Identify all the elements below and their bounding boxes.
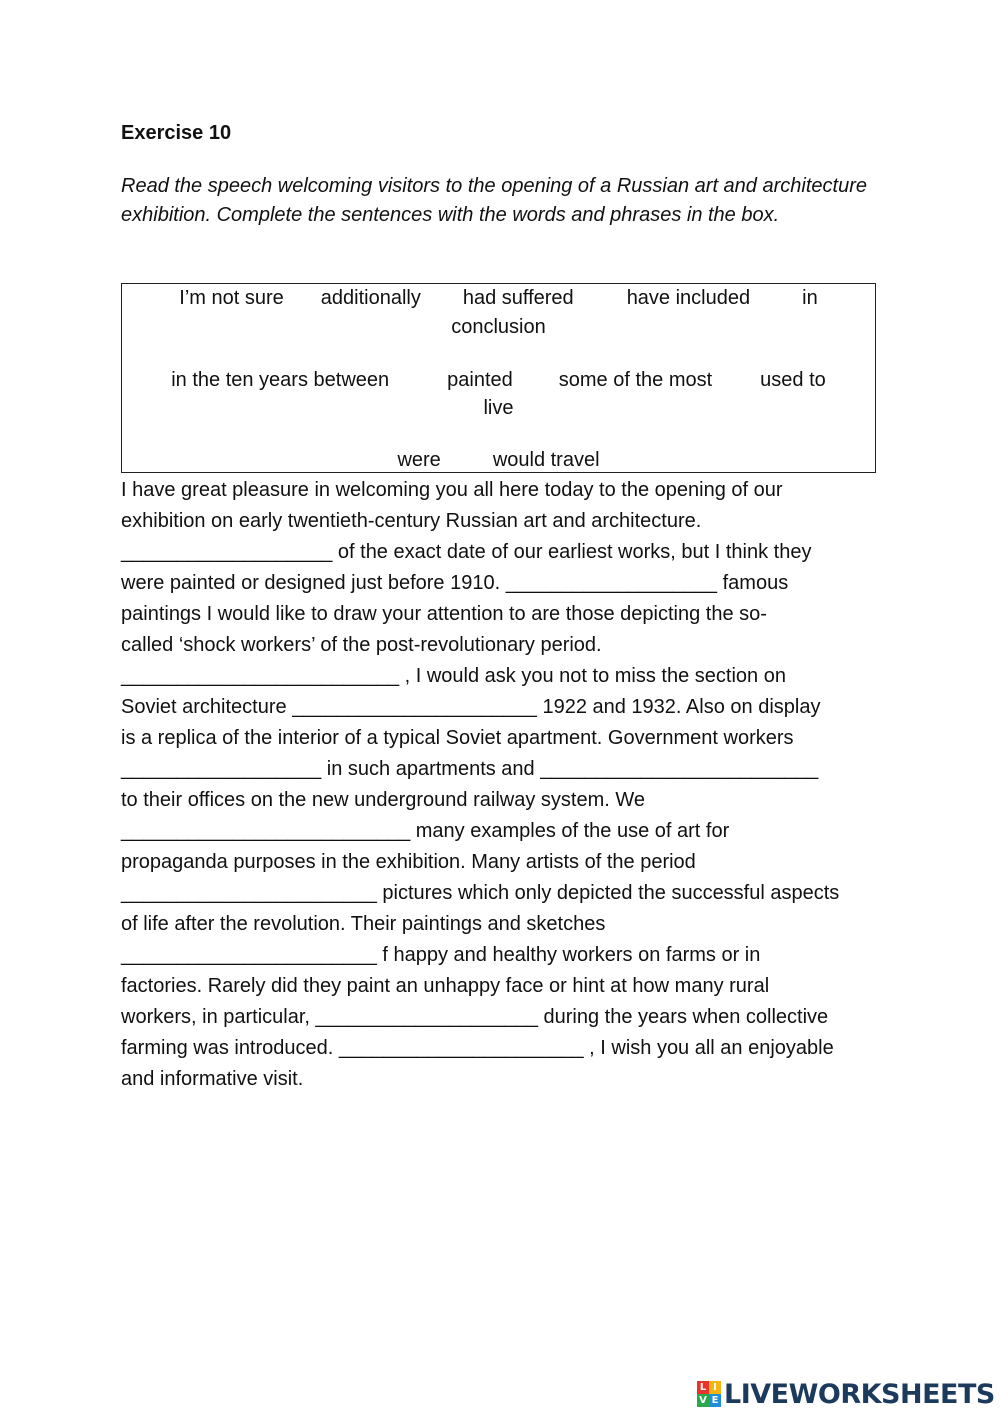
- word-painted: painted: [447, 369, 513, 391]
- text-line: factories. Rarely did they paint an unhappy face or hint at how many rural: [121, 975, 770, 997]
- word-were: were: [397, 449, 441, 471]
- text-line: to their offices on the new underground railway system. We: [121, 789, 645, 811]
- text-line: called ‘shock workers’ of the post-revolutionary period.: [121, 634, 602, 656]
- liveworksheets-logo: [697, 1379, 995, 1409]
- word-box-row-1-wrap: [122, 313, 875, 341]
- instructions: Read the speech welcoming visitors to the opening of a Russian art and architecture exhibition. Complete the sentences with the words and phrases in the box.: [121, 175, 867, 226]
- word-box-row-2: [122, 366, 875, 394]
- word-would-travel: would travel: [492, 449, 600, 471]
- text-line-with-blank[interactable]: __________________ in such apartments and _________________________: [121, 758, 819, 780]
- text-line: propaganda purposes in the exhibition. Many artists of the period: [121, 851, 696, 873]
- text-line-with-blank[interactable]: _________________________ , I would ask you not to miss the section on: [121, 665, 786, 687]
- logo-letter-e: E: [709, 1394, 721, 1407]
- word-some-of-the-most: some of the most: [558, 369, 713, 391]
- word-additionally: additionally: [320, 287, 421, 309]
- text-line: I have great pleasure in welcoming you all here today to the opening of our: [121, 479, 783, 501]
- logo-letter-i: I: [709, 1381, 721, 1394]
- text-line-with-blank[interactable]: farming was introduced. ______________________ , I wish you all an enjoyable: [121, 1037, 834, 1059]
- text-line-with-blank[interactable]: _______________________ pictures which only depicted the successful aspects: [121, 882, 840, 904]
- text-line: is a replica of the interior of a typical Soviet apartment. Government workers: [121, 727, 794, 749]
- word-had-suffered: had suffered: [462, 287, 574, 309]
- text-line-with-blank[interactable]: were painted or designed just before 1910. ___________________ famous: [121, 572, 789, 594]
- word-have-included: have included: [626, 287, 751, 309]
- word-conclusion: conclusion: [451, 316, 546, 338]
- text-line-with-blank[interactable]: __________________________ many examples of the use of art for: [121, 820, 730, 842]
- word-im-not-sure: I’m not sure: [179, 287, 284, 309]
- word-box: [121, 283, 876, 473]
- text-line-with-blank[interactable]: _______________________ f happy and healthy workers on farms or in: [121, 944, 761, 966]
- word-in: in: [802, 287, 818, 309]
- text-line-with-blank[interactable]: ___________________ of the exact date of our earliest works, but I think they: [121, 541, 812, 563]
- exercise-title: Exercise 10: [121, 122, 232, 144]
- word-used-to: used to: [760, 369, 826, 391]
- word-box-row-3: [122, 446, 875, 474]
- word-box-row-1: [122, 284, 875, 312]
- text-line: paintings I would like to draw your attention to are those depicting the so-: [121, 603, 767, 625]
- liveworksheets-logo-icon: [697, 1381, 721, 1407]
- text-line: exhibition on early twentieth-century Russian art and architecture.: [121, 510, 702, 532]
- logo-letter-v: V: [697, 1394, 709, 1407]
- word-box-row-2-wrap: [122, 394, 875, 422]
- speech-text: [121, 475, 881, 1095]
- logo-letter-l: L: [697, 1381, 709, 1394]
- word-in-the-ten-years-between: in the ten years between: [171, 369, 390, 391]
- word-live: live: [483, 397, 514, 419]
- liveworksheets-logo-text: LIVEWORKSHEETS: [724, 1378, 995, 1410]
- text-line: and informative visit.: [121, 1068, 304, 1090]
- text-line-with-blank[interactable]: workers, in particular, ____________________ during the years when collective: [121, 1006, 829, 1028]
- text-line-with-blank[interactable]: Soviet architecture ______________________ 1922 and 1932. Also on display: [121, 696, 821, 718]
- text-line: of life after the revolution. Their paintings and sketches: [121, 913, 606, 935]
